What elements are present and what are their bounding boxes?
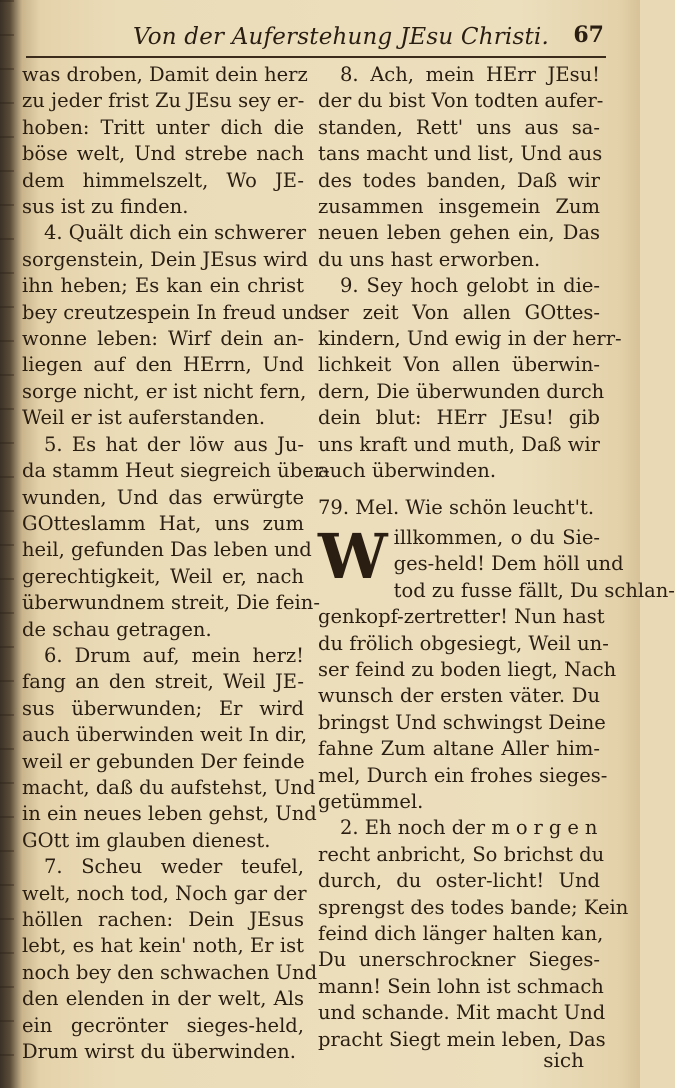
text-line: 6. Drum auf, mein herz!	[44, 643, 304, 667]
text-line: 4. Quält dich ein schwerer	[44, 221, 307, 245]
text-line: lichkeit Von allen überwin-	[318, 353, 600, 377]
text-line: dem himmelszelt, Wo JE-	[22, 168, 304, 192]
text-line: standen, Rett' uns aus sa-	[318, 115, 600, 139]
text-line: was droben, Damit dein herz	[22, 63, 308, 86]
text-line: ihn heben; Es kan ein christ	[22, 274, 304, 298]
text-line: tans macht und list, Und aus	[318, 142, 603, 166]
text-line: und schande. Mit macht Und	[318, 1001, 606, 1025]
hymn-verse-1	[318, 578, 675, 816]
text-line: kindern, Und ewig in der herr-	[318, 327, 622, 351]
running-title: Von der Auferstehung JEsu Christi.	[133, 24, 549, 50]
text-line: des todes banden, Daß wir	[318, 168, 600, 192]
text-line: weil er gebunden Der feinde	[22, 749, 305, 773]
text-line: recht anbricht, So brichst du	[318, 842, 605, 866]
text-line: da stamm Heut siegreich über-	[22, 459, 330, 483]
text-line: sprengst des todes bande; Kein	[318, 895, 629, 919]
text-line: wunsch der ersten väter. Du	[318, 684, 600, 708]
text-line: welt, noch tod, Noch gar der	[22, 881, 307, 905]
text-line: überwundnem streit, Die fein-	[22, 591, 320, 615]
right-column	[318, 62, 675, 1053]
text-line: dern, Die überwunden durch	[318, 379, 605, 403]
catchword: sich	[543, 1048, 584, 1072]
text-line: feind dich länger halten kan,	[318, 922, 604, 945]
binding-gutter	[0, 0, 14, 1088]
text-line: Du unerschrockner Sieges-	[318, 948, 600, 972]
dropcap-letter: W	[318, 519, 388, 593]
text-line: fang an den streit, Weil JE-	[22, 670, 304, 694]
page-number: 67	[573, 22, 604, 48]
text-line: dein blut: HErr JEsu! gib	[318, 406, 600, 430]
header-rule	[26, 56, 606, 58]
text-line: 9. Sey hoch gelobt in die-	[340, 274, 600, 298]
left-column	[22, 62, 330, 1065]
text-line: auch überwinden weit In dir,	[22, 723, 308, 747]
verse-2-spaced-word: morgen	[491, 816, 604, 840]
text-line: Drum wirst du überwinden.	[22, 1040, 296, 1064]
text-line: du uns hast erworben.	[318, 247, 541, 271]
text-line: der du bist Von todten aufer-	[318, 89, 604, 113]
text-line: neuen leben gehen ein, Das	[318, 221, 600, 245]
text-line: sorge nicht, er ist nicht fern,	[22, 379, 307, 403]
text-line: sus überwunden; Er wird	[22, 696, 304, 720]
text-line: 7. Scheu weder teufel,	[44, 855, 304, 879]
text-line: auch überwinden.	[318, 459, 497, 483]
text-line: mann! Sein lohn ist schmach	[318, 974, 604, 998]
text-line: bey creutzespein In freud und	[22, 300, 320, 324]
text-line: Weil er ist auferstanden.	[22, 406, 266, 430]
right-column-verses	[318, 62, 622, 485]
text-line: sorgenstein, Dein JEsus wird	[22, 247, 308, 271]
text-line: 5. Es hat der löw aus Ju-	[44, 432, 304, 456]
text-line: liegen auf den HErrn, Und	[22, 353, 304, 377]
text-line: GOtt im glauben dienest.	[22, 828, 271, 852]
text-line: durch, du oster-licht! Und	[318, 869, 600, 893]
verse-2-first-line	[318, 815, 604, 841]
text-line: uns kraft und muth, Daß wir	[318, 432, 600, 456]
text-line: tod zu fusse fällt, Du schlan-	[393, 578, 675, 602]
text-line: böse welt, Und strebe nach	[22, 142, 304, 166]
text-line: de schau getragen.	[22, 617, 212, 641]
text-line: mel, Durch ein frohes sieges-	[318, 763, 608, 787]
hymn-first-line: ges-held! Dem höll und	[393, 552, 624, 576]
text-line: hoben: Tritt unter dich die	[22, 115, 304, 139]
text-line: du frölich obgesiegt, Weil un-	[318, 631, 609, 655]
text-line: genkopf-zertretter! Nun hast	[318, 605, 605, 629]
hymn-first-line: illkommen, o du Sie-	[393, 525, 600, 549]
text-line: zu jeder frist Zu JEsu sey er-	[22, 89, 305, 113]
text-line: 8. Ach, mein HErr JEsu!	[340, 63, 600, 86]
text-line: getümmel.	[318, 789, 424, 813]
text-line: wonne leben: Wirf dein an-	[22, 327, 304, 351]
text-line: gerechtigkeit, Weil er, nach	[22, 564, 304, 588]
hymn-verse-2	[318, 842, 629, 1053]
text-line: bringst Und schwingst Deine	[318, 710, 606, 734]
text-line: wunden, Und das erwürgte	[22, 485, 304, 509]
text-line: ser feind zu boden liegt, Nach	[318, 657, 617, 681]
text-line: noch bey den schwachen Und	[22, 960, 318, 984]
text-line: höllen rachen: Dein JEsus	[22, 908, 304, 931]
text-line: zusammen insgemein Zum	[318, 195, 600, 219]
text-line: heil, gefunden Das leben und	[22, 538, 312, 562]
text-line: GOtteslamm Hat, uns zum	[22, 511, 304, 535]
text-line: fahne Zum altane Aller him-	[318, 737, 600, 761]
verse-2-lead: 2. Eh noch der	[340, 816, 486, 840]
text-line: sus ist zu finden.	[22, 195, 189, 219]
text-line: ser zeit Von allen GOttes-	[318, 300, 600, 324]
text-line: lebt, es hat kein' noth, Er ist	[22, 934, 304, 958]
hymn-heading: 79. Mel. Wie schön leucht't.	[318, 495, 595, 519]
text-line: macht, daß du aufstehst, Und	[22, 775, 316, 799]
text-line: den elenden in der welt, Als	[22, 987, 304, 1011]
text-line: ein gecrönter sieges-held,	[22, 1013, 304, 1037]
text-line: in ein neues leben gehst, Und	[22, 802, 317, 826]
page-header	[28, 20, 608, 56]
text-line: pracht Siegt mein leben, Das	[318, 1027, 606, 1051]
